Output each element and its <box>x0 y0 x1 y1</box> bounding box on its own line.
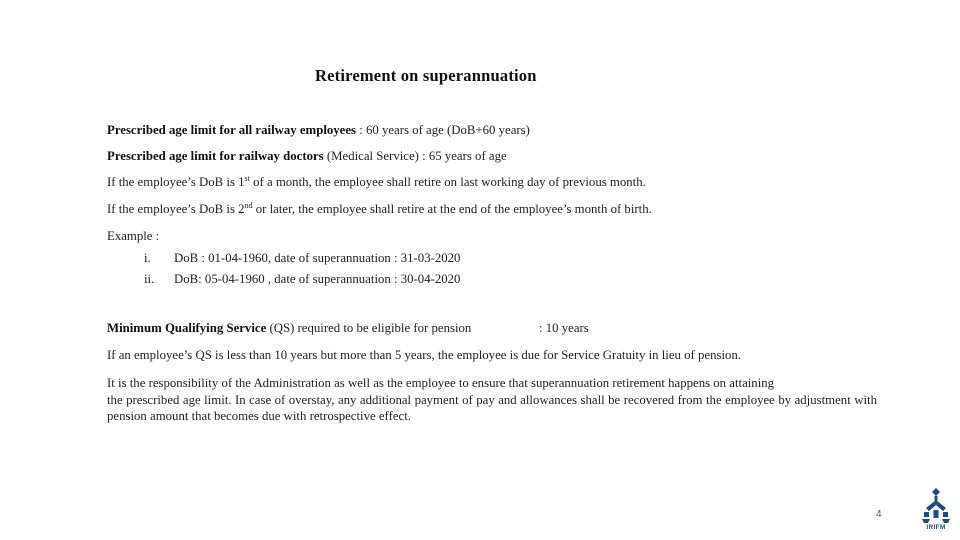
logo-text: IRIFM <box>926 524 946 531</box>
dob-first-rule-post: of a month, the employee shall retire on last working day of previous month. <box>249 175 646 189</box>
dob-second-rule-sup: nd <box>244 201 253 210</box>
mqs-line <box>107 320 471 336</box>
mqs-value: : 10 years <box>539 321 589 335</box>
dob-first-rule <box>107 174 646 190</box>
age-limit-doctors-label: Prescribed age limit for railway doctors <box>107 149 324 163</box>
age-limit-doctors-value: (Medical Service) : 65 years of age <box>323 149 507 163</box>
irifm-logo-graphic <box>916 486 956 526</box>
mqs-description: (QS) required to be eligible for pension <box>266 321 472 335</box>
responsibility-paragraph <box>107 375 877 425</box>
dob-first-rule-sup: st <box>244 174 250 183</box>
example-text: DoB: 05-04-1960 , date of superannuation : 30-04-2020 <box>174 272 461 286</box>
age-limit-all-label: Prescribed age limit for all railway employees <box>107 123 357 137</box>
dob-second-rule <box>107 201 652 217</box>
slide-title: Retirement on superannuation <box>315 66 537 85</box>
gratuity-line: If an employee’s QS is less than 10 years but more than 5 years, the employee is due for Service Gratuity in lieu of pension. <box>107 348 741 362</box>
age-limit-all-value: : 60 years of age (DoB+60 years) <box>356 123 530 137</box>
example-label: Example : <box>107 229 160 243</box>
mqs-label: Minimum Qualifying Service <box>107 321 267 335</box>
dob-first-rule-pre: If the employee’s DoB is 1 <box>107 175 245 189</box>
example-number: i. <box>144 251 151 265</box>
example-text: DoB : 01-04-1960, date of superannuation : 31-03-2020 <box>174 251 461 265</box>
age-limit-all-line <box>107 122 530 138</box>
age-limit-doctors-line <box>107 148 507 164</box>
responsibility-line-2: the prescribed age limit. In case of overstay, any additional payment of pay and allowances shall be recovered from the employee by adjustment with pension amount that becomes due with retrospective effect. <box>107 392 877 423</box>
dob-second-rule-pre: If the employee’s DoB is 2 <box>107 202 245 216</box>
example-number: ii. <box>144 272 155 286</box>
dob-second-rule-post: or later, the employee shall retire at the end of the employee’s month of birth. <box>252 202 652 216</box>
page-number: 4 <box>876 509 882 520</box>
irifm-logo-icon <box>916 486 956 534</box>
responsibility-line-1: It is the responsibility of the Administration as well as the employee to ensure that superannuation retirement happens on attaining <box>107 376 775 390</box>
